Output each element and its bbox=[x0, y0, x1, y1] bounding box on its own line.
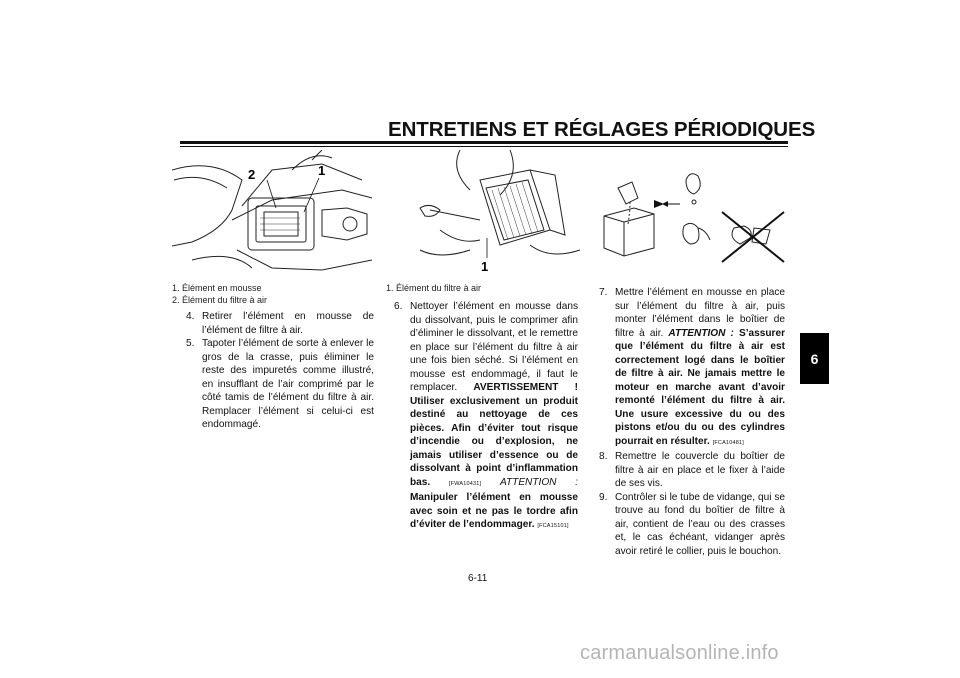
warning-code: [FWA10431] bbox=[448, 480, 482, 487]
list-item bbox=[599, 286, 785, 450]
caption-line: 1. Élément en mousse bbox=[172, 283, 262, 293]
callout-1: 1 bbox=[318, 163, 326, 178]
caption-line: 2. Élément du filtre à air bbox=[172, 295, 268, 305]
page-title: ENTRETIENS ET RÉGLAGES PÉRIODIQUES bbox=[388, 118, 816, 141]
airbox-illustration bbox=[172, 150, 380, 282]
warning-label: AVERTISSEMENT ! bbox=[473, 382, 578, 393]
attention-code: [FCA10481] bbox=[712, 439, 744, 446]
attention-label: ATTENTION : bbox=[500, 476, 578, 488]
warning-text: Utiliser exclusivement un produit destiné au nettoyage de ces pièces. Afin d’éviter tout risque d’incendie ou d’explosion, ne jamais utiliser d’essence ou de dissolvant à point d’inflammation bas. bbox=[410, 395, 578, 488]
item-number: 6. bbox=[394, 301, 403, 312]
item-text: Contrôler si le tube de vidange, qui se trouve au fond du boîtier de filtre à air, contient de l’eau ou des crasses et, le cas échéant, vidanger après avoir retiré le collier, puis le bouchon. bbox=[615, 491, 785, 557]
item-number: 7. bbox=[599, 287, 608, 298]
caption-line: 1. Élément du filtre à air bbox=[386, 283, 482, 293]
figure1-captions bbox=[172, 282, 267, 306]
chapter-tab: 6 bbox=[800, 333, 829, 384]
attention-code: [FCA15101] bbox=[537, 523, 569, 529]
figure-airbox bbox=[172, 150, 380, 282]
list-item bbox=[394, 300, 578, 534]
item-number: 4. bbox=[186, 311, 195, 322]
attention-text: S’assurer que l’élément du filtre à air est correctement logé dans le boîtier de filtre à air. Ne jamais mettre le moteur en marche avant d’avoir remonté l’élément du filtre à air. Une usure excessive du ou des pistons et/ou du ou des cylindres pourrait en résulter. bbox=[615, 327, 785, 447]
figure-filter-cleaning bbox=[380, 150, 588, 282]
attention-label: ATTENTION : bbox=[668, 327, 734, 339]
column-2 bbox=[394, 300, 578, 534]
item-text-block bbox=[410, 300, 578, 534]
item-text: Mettre l’élément en mousse en place sur l’élément du filtre à air, puis monter l’élément dans le boîtier de filtre à air. bbox=[615, 287, 785, 339]
item-number: 8. bbox=[599, 451, 608, 462]
item-text-block bbox=[615, 286, 785, 450]
list-item bbox=[599, 450, 785, 491]
attention-text: Manipuler l’élément en mousse avec soin et ne pas le tordre afin d’éviter de l’endommager. bbox=[410, 492, 578, 530]
item-number: 9. bbox=[599, 491, 608, 503]
item-text: Retirer l’élément en mousse de l’élément de filtre à air. bbox=[202, 311, 374, 336]
figure2-captions bbox=[386, 282, 481, 294]
list-item bbox=[186, 310, 374, 337]
item-text: Nettoyer l’élément en mousse dans du dissolvant, puis le comprimer afin d’éliminer le dissolvant, et le remettre en place sur l’élément du filtre à air une fois bien séché. Si l’élément en mousse est endommagé, il faut le remplacer. bbox=[410, 301, 578, 393]
column-1 bbox=[186, 310, 374, 432]
item-text: Remettre le couvercle du boîtier de filtre à air en place et le fixer à l’aide de ses vis. bbox=[615, 451, 785, 489]
header-rule-thin bbox=[180, 146, 788, 147]
callout-1: 1 bbox=[481, 259, 489, 274]
list-item bbox=[186, 337, 374, 432]
column-3 bbox=[599, 286, 785, 558]
filter-cleaning-illustration bbox=[380, 150, 588, 282]
foam-cleaning-illustration bbox=[594, 168, 794, 268]
watermark: carmanualsonline.info bbox=[580, 642, 779, 664]
header-rule-thick bbox=[180, 141, 788, 144]
item-text: Tapoter l’élément de sorte à enlever le gros de la crasse, puis éliminer le reste des impuretés comme illustré, en insufflant de l’air comprimé par le côté tamis de l’élément du filtre à air. Remplacer l’élément si celui-ci est endommagé. bbox=[202, 338, 374, 430]
list-item bbox=[599, 491, 785, 559]
callout-2: 2 bbox=[248, 167, 256, 182]
figure-foam-cleaning bbox=[594, 168, 794, 268]
item-number: 5. bbox=[186, 338, 195, 349]
page-number: 6-11 bbox=[468, 573, 488, 584]
